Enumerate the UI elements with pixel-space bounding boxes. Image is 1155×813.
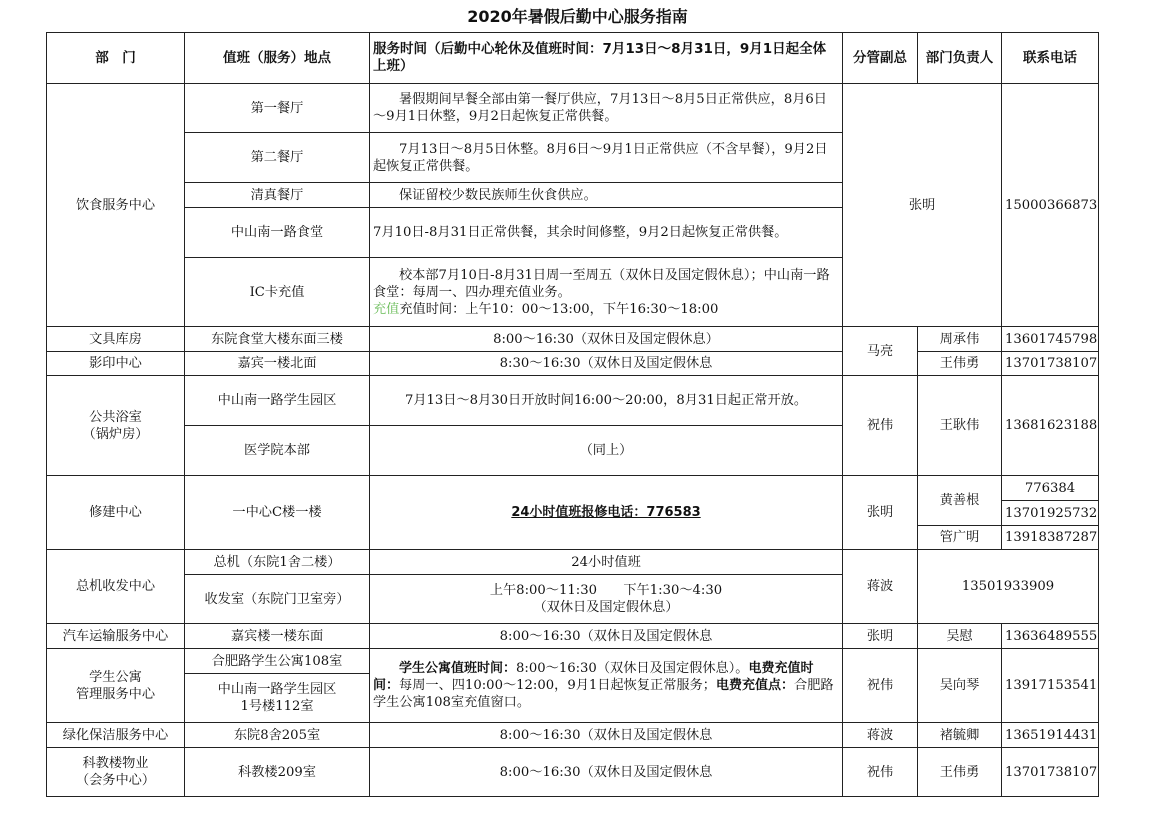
food-loc-3: 清真餐厅 (185, 183, 370, 208)
table-row (47, 723, 1099, 748)
table-row (47, 376, 1099, 426)
repair-phone-1b: 13701925732 (1002, 501, 1099, 526)
table-row (47, 550, 1099, 575)
switchboard-dept: 总机收发中心 (47, 550, 185, 624)
transport-vp: 张明 (843, 624, 918, 649)
food-dept: 饮食服务中心 (47, 84, 185, 327)
science-dept: 科教楼物业 （会务中心） (47, 748, 185, 797)
food-svc-3: 保证留校少数民族师生伙食供应。 (370, 183, 843, 208)
switchboard-svc-1: 24小时值班 (370, 550, 843, 575)
greening-vp: 蒋波 (843, 723, 918, 748)
bath-loc-1: 中山南一路学生园区 (185, 376, 370, 426)
table-row (47, 649, 1099, 674)
switchboard-svc-2: 上午8:00～11:30 下午1:30～4:30 （双休日及国定假休息） (370, 575, 843, 624)
food-svc-1: 暑假期间早餐全部由第一餐厅供应，7月13日～8月5日正常供应，8月6日～9月1日休整，9月2日起恢复正常供餐。 (370, 84, 843, 133)
apartment-dept: 学生公寓 管理服务中心 (47, 649, 185, 723)
printing-dept: 影印中心 (47, 352, 185, 376)
greening-svc: 8:00～16:30（双休日及国定假休息 (370, 723, 843, 748)
header-location: 值班（服务）地点 (185, 33, 370, 84)
greening-loc: 东院8舍205室 (185, 723, 370, 748)
food-svc-4: 7月10日-8月31日正常供餐，其余时间修整，9月2日起恢复正常供餐。 (370, 208, 843, 258)
page-title: 2020年暑假后勤中心服务指南 (467, 7, 688, 26)
food-loc-1: 第一餐厅 (185, 84, 370, 133)
printing-phone: 13701738107 (1002, 352, 1099, 376)
repair-phone-2: 13918387287 (1002, 526, 1099, 550)
bath-head: 王耿伟 (918, 376, 1002, 476)
repair-dept: 修建中心 (47, 476, 185, 550)
repair-svc: 24小时值班报修电话：776583 (370, 476, 843, 550)
transport-loc: 嘉宾楼一楼东面 (185, 624, 370, 649)
food-svc-2: 7月13日～8月5日休整。8月6日～9月1日正常供应（不含早餐），9月2日起恢复正常供餐。 (370, 133, 843, 183)
food-vp: 张明 (843, 84, 1002, 327)
printing-loc: 嘉宾一楼北面 (185, 352, 370, 376)
bath-vp: 祝伟 (843, 376, 918, 476)
header-dept: 部 门 (47, 33, 185, 84)
table-row (47, 84, 1099, 133)
science-svc: 8:00～16:30（双休日及国定假休息 (370, 748, 843, 797)
bath-svc-1: 7月13日～8月30日开放时间16:00～20:00，8月31日起正常开放。 (370, 376, 843, 426)
apartment-loc-2: 中山南一路学生园区 1号楼112室 (185, 674, 370, 723)
table-row (47, 327, 1099, 352)
transport-phone: 13636489555 (1002, 624, 1099, 649)
repair-phone-1a: 776384 (1002, 476, 1099, 501)
switchboard-phone: 13501933909 (918, 550, 1099, 624)
table-row (47, 748, 1099, 797)
greening-dept: 绿化保洁服务中心 (47, 723, 185, 748)
food-loc-2: 第二餐厅 (185, 133, 370, 183)
apartment-vp: 祝伟 (843, 649, 918, 723)
table-row (47, 476, 1099, 501)
repair-loc: 一中心C楼一楼 (185, 476, 370, 550)
transport-svc: 8:00～16:30（双休日及国定假休息 (370, 624, 843, 649)
greening-phone: 13651914431 (1002, 723, 1099, 748)
food-loc-4: 中山南一路食堂 (185, 208, 370, 258)
science-head: 王伟勇 (918, 748, 1002, 797)
science-vp: 祝伟 (843, 748, 918, 797)
transport-head: 吴慰 (918, 624, 1002, 649)
repair-vp: 张明 (843, 476, 918, 550)
repair-head-1: 黄善根 (918, 476, 1002, 526)
header-dept-head: 部门负责人 (918, 33, 1002, 84)
food-loc-5: IC卡充值 (185, 258, 370, 327)
switchboard-loc-1: 总机（东院1舍二楼） (185, 550, 370, 575)
stationery-svc: 8:00～16:30（双休日及国定假休息） (370, 327, 843, 352)
greening-head: 褚毓卿 (918, 723, 1002, 748)
science-phone: 13701738107 (1002, 748, 1099, 797)
bath-loc-2: 医学院本部 (185, 426, 370, 476)
transport-dept: 汽车运输服务中心 (47, 624, 185, 649)
header-vp: 分管副总 (843, 33, 918, 84)
table-row (47, 352, 1099, 376)
bath-svc-2: （同上） (370, 426, 843, 476)
stationery-phone: 13601745798 (1002, 327, 1099, 352)
stationery-dept: 文具库房 (47, 327, 185, 352)
header-service-time: 服务时间（后勤中心轮休及值班时间：7月13日～8月31日，9月1日起全体上班） (370, 33, 843, 84)
apartment-phone: 13917153541 (1002, 649, 1099, 723)
science-loc: 科教楼209室 (185, 748, 370, 797)
repair-head-2: 管广明 (918, 526, 1002, 550)
apartment-head: 吴向琴 (918, 649, 1002, 723)
switchboard-loc-2: 收发室（东院门卫室旁） (185, 575, 370, 624)
stationery-loc: 东院食堂大楼东面三楼 (185, 327, 370, 352)
printing-svc: 8:30～16:30（双休日及国定假休息 (370, 352, 843, 376)
bath-dept: 公共浴室 （锅炉房） (47, 376, 185, 476)
food-svc-5: 校本部7月10日-8月31日周一至周五（双休日及国定假休息）；中山南一路食堂：每周一、四办理充值业务。 充值充值时间：上午10：00～13:00，下午16:30～18:00 (370, 258, 843, 327)
stationery-printing-vp: 马亮 (843, 327, 918, 376)
bath-phone: 13681623188 (1002, 376, 1099, 476)
switchboard-vp: 蒋波 (843, 550, 918, 624)
apartment-loc-1: 合肥路学生公寓108室 (185, 649, 370, 674)
stationery-head: 周承伟 (918, 327, 1002, 352)
printing-head: 王伟勇 (918, 352, 1002, 376)
table-row (47, 624, 1099, 649)
header-phone: 联系电话 (1002, 33, 1099, 84)
food-phone: 15000366873 (1002, 84, 1099, 327)
apartment-svc: 学生公寓值班时间：8:00～16:30（双休日及国定假休息）。电费充值时间：每周一、四10:00～12:00，9月1日起恢复正常服务；电费充值点：合肥路学生公寓108室充值窗口。 (370, 649, 843, 723)
service-guide-table (46, 32, 1099, 797)
table-header-row (47, 33, 1099, 84)
